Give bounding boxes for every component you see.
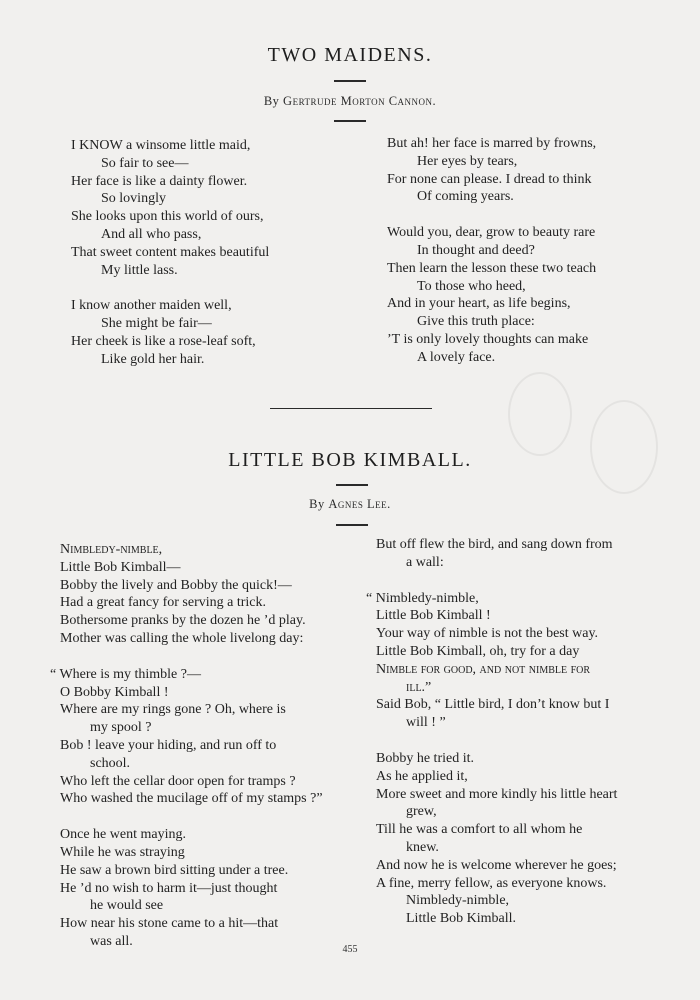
poem-line: Who left the cellar door open for tramps ? (60, 773, 296, 789)
poem-line: Nimbledy-nimble, (60, 542, 163, 557)
show-through-mark (508, 372, 572, 456)
poem-column-left (50, 541, 323, 951)
poem-line: While he was straying (60, 844, 185, 860)
poem-line: So lovingly (101, 191, 166, 207)
poem-line: Had a great fancy for serving a trick. (60, 595, 267, 611)
title-rule (334, 80, 366, 82)
poem-line: Little Bob Kimball ! (376, 608, 491, 624)
stanza-break (387, 206, 596, 224)
poem-line: Her cheek is like a rose-leaf soft, (71, 333, 256, 349)
poem-line: Your way of nimble is not the best way. (376, 626, 599, 642)
poem-line: “ Where is my thimble ?— (50, 666, 201, 682)
poem-line: will ! ” (406, 715, 446, 731)
poem-line: Said Bob, “ Little bird, I don’t know but I (376, 697, 610, 713)
poem-line: Bobby he tried it. (376, 750, 474, 766)
stanza-break (60, 808, 323, 826)
poem-title: LITTLE BOB KIMBALL. (228, 449, 472, 471)
poem-line: More sweet and more kindly his little heart (376, 786, 618, 802)
poem-line: Little Bob Kimball, oh, try for a day (376, 643, 580, 659)
poem-line: grew, (406, 804, 437, 820)
poem-line: How near his stone came to a hit—that (60, 916, 279, 932)
poem-title: TWO MAIDENS. (267, 44, 433, 66)
poem-line: Would you, dear, grow to beauty rare (387, 225, 596, 241)
poem-line: Once he went maying. (60, 827, 186, 843)
poem-line: A lovely face. (417, 349, 496, 365)
stanza-break (71, 279, 269, 297)
poem-line: he would see (90, 898, 164, 914)
poem-line: Then learn the lesson these two teach (387, 260, 597, 276)
poem-line: was all. (90, 933, 133, 949)
poem-line: a wall: (406, 554, 444, 570)
poem-line: That sweet content makes beautiful (71, 244, 270, 260)
poem-line: And all who pass, (101, 226, 202, 242)
poem-line: She might be fair— (101, 316, 212, 332)
stanza-break (60, 648, 323, 666)
poem-line: And in your heart, as life begins, (387, 296, 571, 312)
poem-column-right (366, 536, 618, 928)
byline-rule (334, 120, 366, 122)
poem-line: ill.” (406, 679, 432, 695)
title-rule (336, 484, 368, 486)
poem-line: Little Bob Kimball— (60, 559, 181, 575)
poem-line: O Bobby Kimball ! (60, 684, 169, 700)
poem-line: Like gold her hair. (101, 351, 205, 367)
poem-line: I KNOW a winsome little maid, (71, 138, 251, 153)
poem-line: Bothersome pranks by the dozen he ’d play. (60, 613, 306, 629)
author-name: Gertrude Morton Cannon. (283, 94, 437, 108)
show-through-mark (590, 400, 658, 494)
poem-column-left (71, 137, 269, 369)
poem-line: “ Nimbledy-nimble, (366, 590, 479, 606)
poem-line: In thought and deed? (417, 242, 535, 258)
stanza-break (376, 572, 617, 590)
poem-line: Who washed the mucilage off of my stamps ?” (60, 791, 323, 807)
poem-line: He saw a brown bird sitting under a tree. (60, 862, 289, 878)
poem-line: But off flew the bird, and sang down from (376, 537, 613, 552)
poem-line: Nimbledy-nimble, (406, 893, 510, 909)
poem-line: She looks upon this world of ours, (71, 209, 264, 225)
poem-line: A fine, merry fellow, as everyone knows. (376, 875, 607, 891)
poem-line: I know another maiden well, (71, 298, 232, 314)
poem-line: Her face is like a dainty flower. (71, 173, 248, 189)
poem-line: knew. (406, 839, 439, 855)
section-divider (270, 408, 432, 409)
poem-byline (0, 497, 700, 512)
byline-rule (336, 524, 368, 526)
poem-line: Of coming years. (417, 189, 514, 205)
poem-line: Bob ! leave your hiding, and run off to (60, 737, 277, 753)
byline-prefix: By (309, 497, 325, 511)
poem-line: Where are my rings gone ? Oh, where is (60, 702, 286, 718)
poem-line: Bobby the lively and Bobby the quick!— (60, 577, 292, 593)
poem-byline (0, 94, 700, 109)
poem-line: He ’d no wish to harm it—just thought (60, 880, 278, 896)
poem-line: But ah! her face is marred by frowns, (387, 136, 597, 151)
poem-line: my spool ? (90, 720, 152, 736)
poem-line: As he applied it, (376, 768, 468, 784)
poem-line: And now he is welcome wherever he goes; (376, 857, 617, 873)
poem-column-right (387, 135, 596, 367)
page-number: 455 (342, 944, 358, 955)
poem-line: To those who heed, (417, 278, 526, 294)
poem-line: For none can please. I dread to think (387, 171, 592, 187)
poem-line: My little lass. (101, 262, 178, 278)
poem-line: school. (90, 755, 131, 771)
poem-line: Nimble for good, and not nimble for (376, 661, 591, 677)
poem-line: Mother was calling the whole livelong day: (60, 630, 304, 646)
poem-line: Give this truth place: (417, 314, 535, 330)
poem-line: So fair to see— (101, 155, 189, 171)
poem-line: ’T is only lovely thoughts can make (387, 331, 589, 347)
poem-line: Till he was a comfort to all whom he (376, 822, 583, 838)
poem-line: Little Bob Kimball. (406, 911, 517, 927)
poem-line: Her eyes by tears, (417, 153, 518, 169)
stanza-break (376, 732, 617, 750)
byline-prefix: By (263, 94, 280, 108)
author-name: Agnes Lee. (328, 497, 391, 511)
